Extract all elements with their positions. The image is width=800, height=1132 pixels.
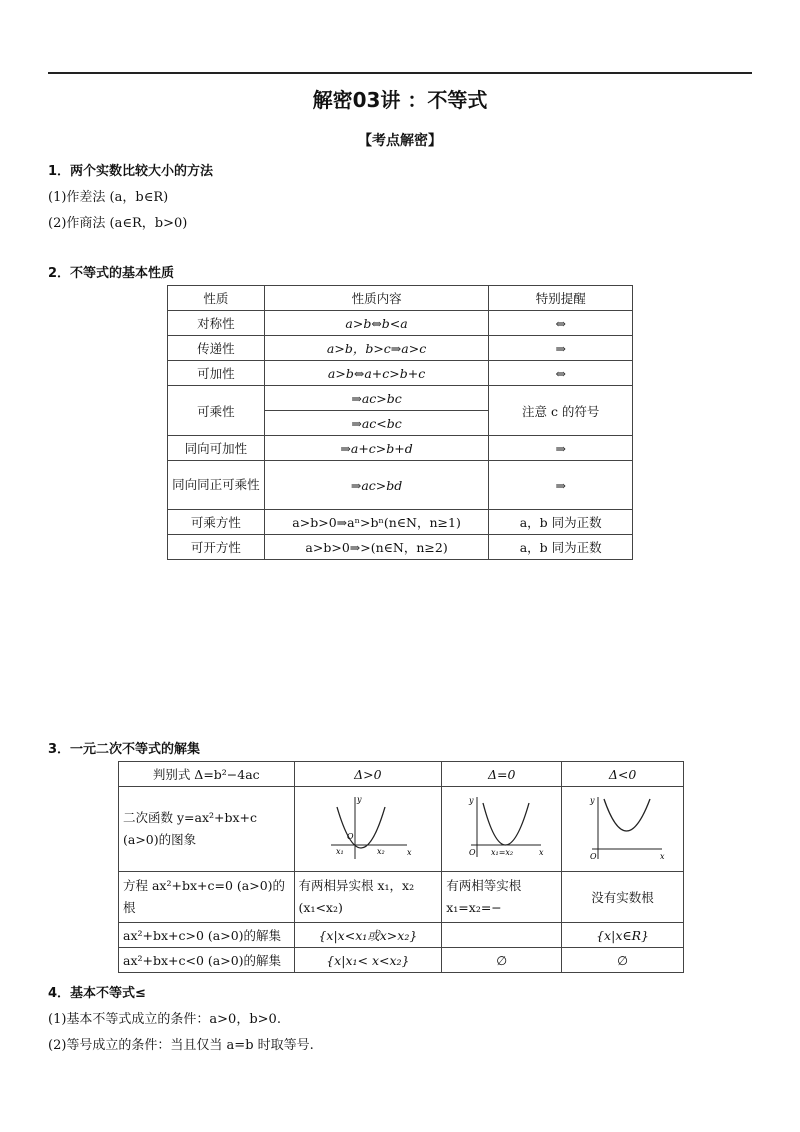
property-name: 可开方性 <box>168 535 265 560</box>
section-1-item-1: (1)作差法 (a，b∈R) <box>48 190 169 205</box>
graph-cell-zero <box>442 787 562 872</box>
parabola-curve <box>483 803 529 845</box>
header-cell: Δ<0 <box>562 762 684 787</box>
section-4-item-1: (1)基本不等式成立的条件：a>0，b>0. <box>48 1012 281 1027</box>
property-content: a>b>0⇒aⁿ>bⁿ(n∈N，n≥1) <box>264 510 489 535</box>
x-label: x <box>538 847 544 857</box>
page-title: 解密03讲 ：不等式 <box>312 88 488 112</box>
gt-row-label: ax²+bx+c>0 (a>0)的解集 <box>119 923 295 948</box>
double-root-label: x₁=x₂ <box>490 847 513 857</box>
property-name: 可加性 <box>168 361 265 386</box>
property-name: 可乘方性 <box>168 510 265 535</box>
table-row <box>168 510 633 535</box>
lt-solution-cell: {x|x₁< x<x₂} <box>294 948 442 973</box>
root-x2-label: x₂ <box>376 846 385 856</box>
section-2-heading: 2．不等式的基本性质 <box>48 266 175 281</box>
header-cell: 特别提醒 <box>489 286 633 311</box>
parabola-curve <box>604 799 650 831</box>
property-name: 传递性 <box>168 336 265 361</box>
y-label: y <box>468 795 474 805</box>
section-1-heading: 1．两个实数比较大小的方法 <box>48 164 214 179</box>
property-note: 注意 c 的符号 <box>489 386 633 436</box>
header-cell: Δ=0 <box>442 762 562 787</box>
property-name: 对称性 <box>168 311 265 336</box>
header-cell: Δ>0 <box>294 762 442 787</box>
header-rule <box>48 72 752 74</box>
section-3-heading: 3．一元二次不等式的解集 <box>48 742 201 757</box>
roots-cell: 有两相异实根 x₁，x₂ (x₁<x₂) <box>294 872 442 923</box>
table-row <box>168 461 633 510</box>
gt-solution-cell <box>442 923 562 948</box>
property-content: ⇒a+c>b+d <box>264 436 489 461</box>
property-content: ⇒ac>bc <box>264 386 489 411</box>
table-row <box>119 923 684 948</box>
table-row <box>168 361 633 386</box>
property-note: ⇒ <box>489 336 633 361</box>
graph-row-label: 二次函数 y=ax²+bx+c (a>0)的图象 <box>119 787 295 872</box>
table-header-row <box>168 286 633 311</box>
x-label: x <box>406 847 412 857</box>
table-row <box>119 948 684 973</box>
property-note: ⇔ <box>489 311 633 336</box>
property-content: a>b>0⇒>(n∈N，n≥2) <box>264 535 489 560</box>
table-row <box>168 535 633 560</box>
parabola-no-root <box>578 793 668 863</box>
property-content: ⇒ac<bc <box>264 411 489 436</box>
section-4-heading: 4．基本不等式≤ <box>48 986 146 1001</box>
section-1-item-2: (2)作商法 (a∈R，b>0) <box>48 216 188 231</box>
lt-row-label: ax²+bx+c<0 (a>0)的解集 <box>119 948 295 973</box>
property-name: 可乘性 <box>168 386 265 436</box>
graph-cell-positive <box>294 787 442 872</box>
gt-solution-cell: {x|x∈R} <box>562 923 684 948</box>
origin-label: O <box>468 847 476 857</box>
y-label: y <box>589 795 595 805</box>
table-row <box>168 436 633 461</box>
header-cell: 性质内容 <box>264 286 489 311</box>
parabola-one-root <box>457 793 547 863</box>
table-header-row <box>119 762 684 787</box>
property-content: ⇒ac>bd <box>264 461 489 510</box>
origin-label: O <box>346 831 354 841</box>
section-4-item-2: (2)等号成立的条件：当且仅当 a=b 时取等号. <box>48 1038 314 1053</box>
lt-solution-cell: ∅ <box>562 948 684 973</box>
table-row <box>119 872 684 923</box>
gt-solution-cell: {x|x<x₁或x>x₂} <box>294 923 442 948</box>
table-row <box>168 386 633 411</box>
table-row <box>168 311 633 336</box>
y-label: y <box>356 794 362 804</box>
inequality-properties-table <box>167 285 633 560</box>
property-note: a，b 同为正数 <box>489 510 633 535</box>
quadratic-inequality-table <box>118 761 684 973</box>
property-content: a>b，b>c⇒a>c <box>264 336 489 361</box>
property-content: a>b⇔a+c>b+c <box>264 361 489 386</box>
property-note: a，b 同为正数 <box>489 535 633 560</box>
section-subtitle: 【考点解密】 <box>358 133 442 149</box>
property-note: ⇔ <box>489 361 633 386</box>
lt-solution-cell: ∅ <box>442 948 562 973</box>
table-row <box>168 336 633 361</box>
header-cell: 性质 <box>168 286 265 311</box>
table-row <box>119 787 684 872</box>
parabola-two-roots <box>323 793 413 863</box>
parabola-curve <box>337 807 385 848</box>
x-label: x <box>659 851 665 861</box>
root-x1-label: x₁ <box>335 846 344 856</box>
property-content: a>b⇔b<a <box>264 311 489 336</box>
property-name: 同向同正可乘性 <box>168 461 265 510</box>
origin-label: O <box>589 851 597 861</box>
graph-cell-negative <box>562 787 684 872</box>
property-note: ⇒ <box>489 436 633 461</box>
property-note: ⇒ <box>489 461 633 510</box>
property-name: 同向可加性 <box>168 436 265 461</box>
roots-cell: 有两相等实根 x₁=x₂=− <box>442 872 562 923</box>
roots-cell: 没有实数根 <box>562 872 684 923</box>
roots-row-label: 方程 ax²+bx+c=0 (a>0)的根 <box>119 872 295 923</box>
header-cell: 判别式 Δ=b²−4ac <box>119 762 295 787</box>
